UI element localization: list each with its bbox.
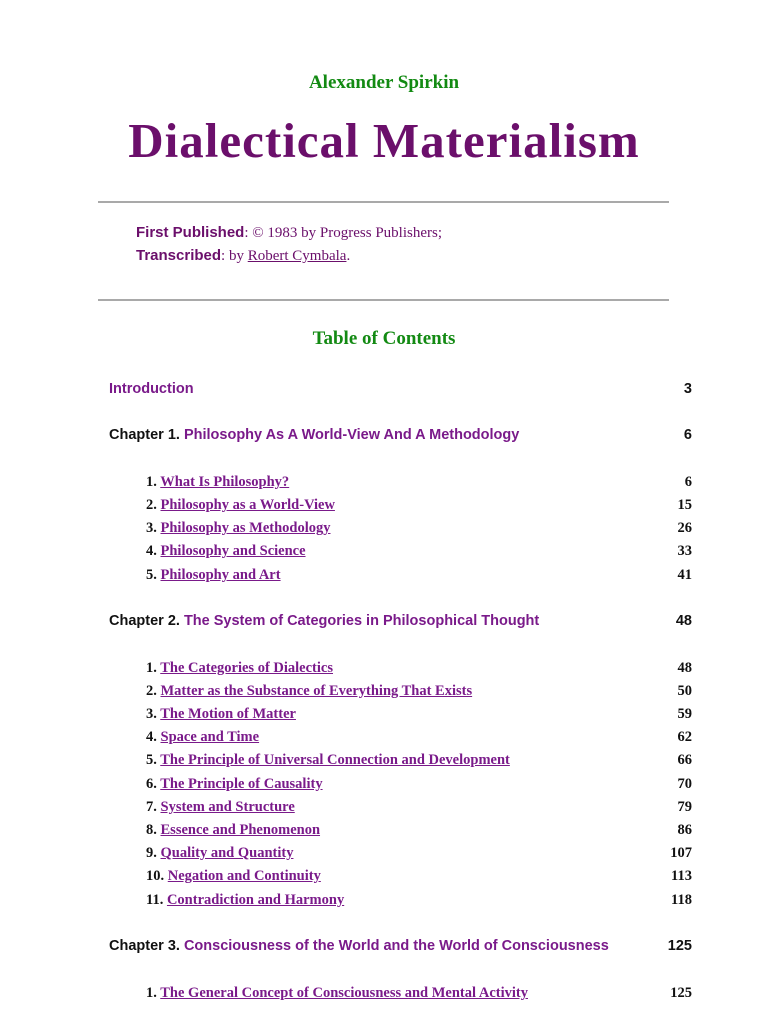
chapter-3	[109, 938, 692, 960]
transcribed-suffix: .	[346, 248, 351, 264]
section-link[interactable]: Negation and Continuity	[167, 868, 321, 884]
section-link[interactable]: The Categories of Dialectics	[160, 660, 333, 676]
toc-section	[146, 985, 692, 1007]
page-number: 33	[677, 543, 692, 559]
section-link[interactable]: System and Structure	[160, 799, 295, 815]
section-number: 8.	[146, 822, 157, 838]
author-name: Alexander Spirkin	[308, 72, 460, 93]
section-number: 1.	[146, 985, 157, 1001]
section-number: 7.	[146, 799, 157, 815]
section-link[interactable]: The Principle of Universal Connection and Development	[160, 752, 510, 768]
section-link[interactable]: Quality and Quantity	[160, 845, 294, 861]
page-number: 48	[677, 660, 692, 676]
page-number: 48	[675, 613, 692, 629]
page-number: 118	[671, 892, 692, 908]
page-number: 113	[671, 868, 692, 884]
toc-section	[146, 892, 692, 914]
section-link[interactable]: Philosophy as Methodology	[160, 520, 331, 536]
section-link[interactable]: Essence and Phenomenon	[160, 822, 321, 838]
toc-section	[146, 683, 692, 705]
section-number: 4.	[146, 543, 157, 559]
section-link[interactable]: The Principle of Causality	[160, 776, 323, 792]
page-number: 26	[677, 520, 692, 536]
page-number: 6	[684, 474, 692, 490]
toc-introduction[interactable]	[109, 381, 692, 403]
published-line	[136, 224, 442, 242]
introduction-title[interactable]: Introduction	[109, 381, 194, 397]
page-number: 79	[677, 799, 692, 815]
page-number: 86	[677, 822, 692, 838]
section-link[interactable]: Matter as the Substance of Everything That Exists	[160, 683, 473, 699]
chapter-2	[109, 613, 692, 635]
toc-section	[146, 752, 692, 774]
section-number: 3.	[146, 520, 157, 536]
chapter-1	[109, 427, 692, 449]
transcriber-link[interactable]: Robert Cymbala	[247, 248, 347, 264]
toc-section	[146, 868, 692, 890]
section-link[interactable]: Philosophy as a World-View	[160, 497, 335, 513]
page-number: 107	[670, 845, 692, 861]
chapter-label: Chapter 2.	[109, 613, 180, 629]
chapter-label: Chapter 1.	[109, 427, 180, 443]
section-number: 4.	[146, 729, 157, 745]
section-link[interactable]: Contradiction and Harmony	[166, 892, 345, 908]
section-number: 3.	[146, 706, 157, 722]
page-number: 66	[677, 752, 692, 768]
chapter-title[interactable]: Consciousness of the World and the World of Consciousness	[183, 938, 609, 954]
toc-section	[146, 543, 692, 565]
divider-bottom	[98, 299, 669, 301]
section-number: 9.	[146, 845, 157, 861]
toc-heading: Table of Contents	[312, 328, 456, 349]
section-number: 2.	[146, 683, 157, 699]
toc-section	[146, 822, 692, 844]
page-number: 6	[683, 427, 692, 443]
page-number: 15	[677, 497, 692, 513]
section-number: 5.	[146, 752, 157, 768]
book-title: Dialectical Materialism	[128, 113, 640, 168]
page-number: 70	[677, 776, 692, 792]
section-link[interactable]: Philosophy and Art	[160, 567, 281, 583]
section-link[interactable]: Philosophy and Science	[160, 543, 306, 559]
section-number: 5.	[146, 567, 157, 583]
toc-section	[146, 660, 692, 682]
toc-section	[146, 776, 692, 798]
section-number: 1.	[146, 660, 157, 676]
page-number: 59	[677, 706, 692, 722]
section-link[interactable]: Space and Time	[160, 729, 260, 745]
section-link[interactable]: The Motion of Matter	[160, 706, 296, 722]
page-number: 50	[677, 683, 692, 699]
transcribed-line	[136, 247, 350, 265]
toc-section	[146, 799, 692, 821]
section-number: 2.	[146, 497, 157, 513]
toc-section	[146, 567, 692, 589]
toc-section	[146, 474, 692, 496]
section-number: 1.	[146, 474, 157, 490]
page-number: 125	[670, 985, 692, 1001]
toc-section	[146, 706, 692, 728]
toc-section	[146, 497, 692, 519]
section-number: 11.	[146, 892, 164, 908]
page-number: 125	[667, 938, 692, 954]
toc-section	[146, 845, 692, 867]
section-number: 10.	[146, 868, 165, 884]
chapter-label: Chapter 3.	[109, 938, 180, 954]
section-link[interactable]: The General Concept of Consciousness and Mental Activity	[160, 985, 528, 1001]
page-number: 41	[677, 567, 692, 583]
page-number: 3	[683, 381, 692, 397]
published-text: : © 1983 by Progress Publishers;	[244, 225, 443, 241]
toc-section	[146, 729, 692, 751]
chapter-title[interactable]: The System of Categories in Philosophical Thought	[183, 613, 540, 629]
transcribed-label: Transcribed	[136, 247, 222, 264]
section-number: 6.	[146, 776, 157, 792]
transcribed-prefix: : by	[221, 248, 248, 264]
chapter-title[interactable]: Philosophy As A World-View And A Methodology	[183, 427, 520, 443]
section-link[interactable]: What Is Philosophy?	[160, 474, 290, 490]
toc-section	[146, 520, 692, 542]
divider-top	[98, 201, 669, 203]
published-label: First Published	[136, 224, 245, 241]
page-number: 62	[677, 729, 692, 745]
